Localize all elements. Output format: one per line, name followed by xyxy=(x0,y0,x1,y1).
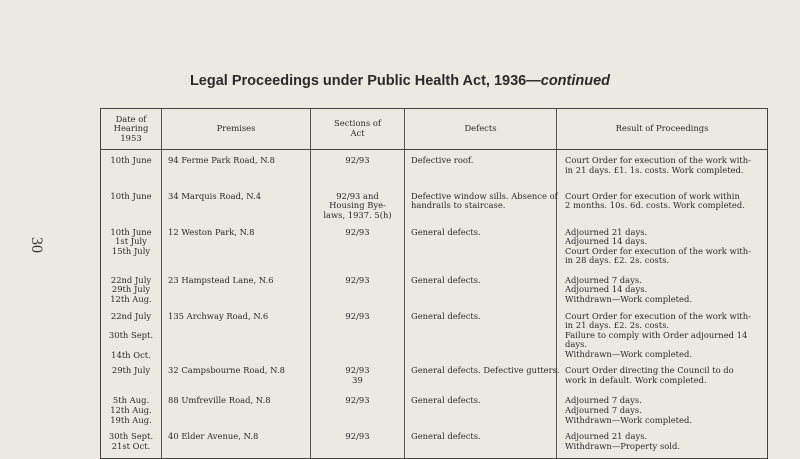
cell-defects xyxy=(405,426,557,459)
header-line: Hearing xyxy=(113,123,149,134)
cell-sections-line: 92/93 xyxy=(345,274,370,285)
cell-premises: 23 Hampstead Lane, N.6 xyxy=(162,270,311,306)
cell-sections-line: 92/93 xyxy=(345,431,370,442)
cell-date-line: 12th Aug. xyxy=(110,405,152,416)
cell-date-line: 10th June xyxy=(110,190,152,201)
cell-defects xyxy=(405,186,557,222)
header-result: Result of Proceedings xyxy=(557,109,768,150)
table-row xyxy=(101,306,768,361)
cell-result-line: Adjourned 21 days. xyxy=(565,226,648,237)
cell-defects xyxy=(405,360,560,390)
title-continued: continued xyxy=(540,73,611,89)
cell-sections xyxy=(311,150,405,186)
cell-defects xyxy=(405,390,557,426)
cell-date xyxy=(101,270,162,306)
cell-result-line: Failure to comply with Order adjourned 14 xyxy=(565,329,748,340)
cell-sections-line: 92/93 xyxy=(345,226,370,237)
cell-result-line: days. xyxy=(565,339,588,350)
cell-defects-line: General defects. xyxy=(411,274,481,285)
cell-sections-line: 92/93 xyxy=(345,310,370,321)
cell-premises: 88 Umfreville Road, N.8 xyxy=(162,390,311,426)
cell-sections xyxy=(311,390,405,426)
cell-sections-line: laws, 1937. 5(h) xyxy=(323,209,392,220)
legal-proceedings-table xyxy=(100,108,768,459)
cell-result-line: Adjourned 7 days. xyxy=(565,405,642,416)
cell-sections-line: 92/93 xyxy=(345,155,370,165)
cell-date xyxy=(101,186,162,222)
cell-sections xyxy=(311,360,405,390)
cell-sections-line: 92/93 xyxy=(345,395,370,406)
cell-defects xyxy=(405,222,557,270)
table-row xyxy=(101,186,768,222)
cell-result-line: Court Order for execution of the work with- xyxy=(565,245,751,256)
header-line: Sections of xyxy=(334,118,381,129)
cell-result-line: Adjourned 14 days. xyxy=(565,236,648,247)
cell-date-line: 14th Oct. xyxy=(111,349,151,360)
cell-result-line: Withdrawn—Property sold. xyxy=(565,441,680,452)
cell-result xyxy=(557,426,768,459)
cell-result-line: Withdrawn—Work completed. xyxy=(565,293,693,304)
cell-date-line: 29th July xyxy=(111,284,151,295)
cell-sections-line: 92/93 xyxy=(345,365,370,376)
page-number: 30 xyxy=(28,237,45,253)
cell-result-line: work in default. Work completed. xyxy=(565,375,707,386)
cell-premises: 135 Archway Road, N.6 xyxy=(162,306,311,361)
cell-result-line: Court Order for execution of the work with- xyxy=(565,155,751,165)
cell-result xyxy=(557,390,768,426)
cell-defects-line: General defects. Defective gutters. xyxy=(411,365,560,376)
cell-result xyxy=(557,270,768,306)
cell-date-line: 12th Aug. xyxy=(110,293,152,304)
cell-result-line: Withdrawn—Work completed. xyxy=(565,349,693,360)
cell-sections xyxy=(311,426,405,459)
cell-result xyxy=(557,150,768,186)
cell-sections-line: Housing Bye- xyxy=(329,200,386,211)
cell-date xyxy=(101,426,162,459)
cell-date-line: 1st July xyxy=(115,236,147,247)
cell-sections-line: 39 xyxy=(352,375,363,386)
header-line: 1953 xyxy=(120,132,142,143)
table-row xyxy=(101,150,768,186)
cell-premises: 94 Ferme Park Road, N.8 xyxy=(162,150,311,186)
cell-result-line: in 28 days. £2. 2s. costs. xyxy=(565,255,670,266)
cell-result-line: in 21 days. £1. 1s. costs. Work completed. xyxy=(565,164,744,175)
cell-date-line: 10th June xyxy=(110,226,152,237)
cell-date-line: 10th June xyxy=(110,155,152,165)
cell-date-line: 30th Sept. xyxy=(108,330,154,341)
cell-date-line: 5th Aug. xyxy=(112,395,150,406)
table-row xyxy=(101,426,768,459)
cell-result xyxy=(557,222,768,270)
cell-result-line: Court Order for execution of work within xyxy=(565,190,740,201)
cell-date-line: 30th Sept. xyxy=(108,431,154,442)
table-row xyxy=(101,222,768,270)
cell-result-line: in 21 days. £2. 2s. costs. xyxy=(565,320,670,331)
header-line: Act xyxy=(350,128,365,138)
cell-date xyxy=(101,222,162,270)
page-title xyxy=(0,73,800,89)
cell-result xyxy=(557,306,768,361)
cell-date-line: 15th July xyxy=(111,245,151,256)
cell-result xyxy=(557,186,768,222)
cell-result-line: Adjourned 7 days. xyxy=(565,395,642,406)
header-line: Date of xyxy=(115,113,147,124)
cell-defects-line: handrails to staircase. xyxy=(411,200,506,211)
cell-sections xyxy=(311,186,405,222)
cell-date xyxy=(101,360,162,390)
header-defects: Defects xyxy=(405,109,557,150)
cell-premises: 12 Weston Park, N.8 xyxy=(162,222,311,270)
table-row xyxy=(101,390,768,426)
cell-result-line: Court Order for execution of the work with- xyxy=(565,310,751,321)
cell-defects-line: General defects. xyxy=(411,431,481,442)
cell-result-line: Adjourned 7 days. xyxy=(565,274,642,285)
table-row xyxy=(101,360,768,390)
cell-date xyxy=(101,390,162,426)
cell-defects xyxy=(405,306,557,361)
cell-sections xyxy=(311,270,405,306)
cell-result-line: Court Order directing the Council to do xyxy=(565,365,734,376)
cell-defects-line: General defects. xyxy=(411,395,481,406)
header-sections xyxy=(311,109,405,150)
cell-defects xyxy=(405,150,557,186)
table-header-row xyxy=(101,109,768,150)
header-date xyxy=(101,109,162,150)
cell-sections-line: 92/93 and xyxy=(336,190,379,201)
cell-premises: 40 Elder Avenue, N.8 xyxy=(162,426,311,459)
cell-result-line: 2 months. 10s. 6d. costs. Work completed. xyxy=(565,200,745,211)
cell-date-line: 22nd July xyxy=(110,274,152,285)
cell-sections xyxy=(311,306,405,361)
cell-defects xyxy=(405,270,557,306)
cell-defects-line: General defects. xyxy=(411,310,481,321)
title-main: Legal Proceedings under Public Health Act, 1936— xyxy=(189,73,541,89)
cell-result-line: Withdrawn—Work completed. xyxy=(565,414,693,425)
cell-result-line: Adjourned 21 days. xyxy=(565,431,648,442)
cell-date xyxy=(101,150,162,186)
cell-result-line: Adjourned 14 days. xyxy=(565,284,648,295)
cell-defects-line: General defects. xyxy=(411,226,481,237)
cell-result xyxy=(557,360,768,390)
cell-sections xyxy=(311,222,405,270)
cell-premises: 32 Campsbourne Road, N.8 xyxy=(162,360,311,390)
cell-date-line: 21st Oct. xyxy=(111,441,151,452)
cell-date-line: 22nd July xyxy=(110,310,152,321)
cell-date xyxy=(101,306,162,361)
cell-defects-line: Defective window sills. Absence of xyxy=(411,190,558,201)
cell-date-line: 19th Aug. xyxy=(110,414,152,425)
table-row xyxy=(101,270,768,306)
header-premises: Premises xyxy=(162,109,311,150)
cell-date-line: 29th July xyxy=(111,365,151,376)
cell-defects-line: Defective roof. xyxy=(411,155,474,165)
cell-premises: 34 Marquis Road, N.4 xyxy=(162,186,311,222)
